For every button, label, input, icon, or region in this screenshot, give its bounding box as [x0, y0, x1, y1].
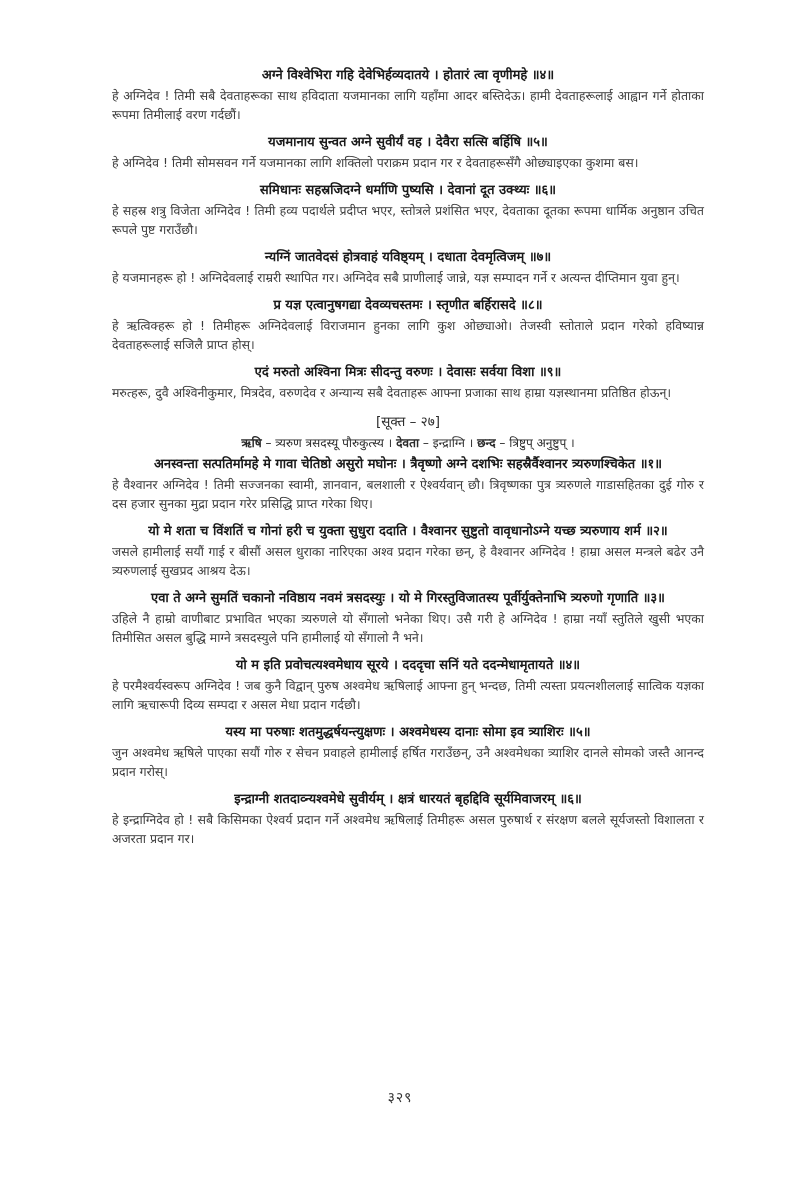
rishi-value: – त्र्यरुण त्रसदस्यू पौरुकुत्स्य ।: [261, 436, 393, 450]
sanskrit-verse: एवा ते अग्ने सुमतिं चकानो नविष्ठाय नवमं त्रसदस्युः । यो मे गिरस्तुविजातस्य पूर्वीर्युक्तेनाभि त्र्यरुणो गृणाति ॥३॥: [151, 591, 665, 606]
sanskrit-verse: यजमानाय सुन्वत अग्ने सुवीर्यं वह । देवैरा सत्सि बर्हिषि ॥५॥: [268, 135, 548, 150]
sukta-meta: [112, 433, 704, 453]
section-after: [112, 455, 704, 848]
sanskrit-verse: अनस्वन्ता सत्पतिर्मामहे मे गावा चेतिष्ठो असुरो मघोनः । त्रैवृष्णो अग्ने दशभिः सहस्रैर्वैश्वानर त्र्यरुणश्चिकेत ॥१॥: [153, 457, 663, 472]
nepali-translation: मरुत्हरू, दुवै अश्विनीकुमार, मित्रदेव, वरुणदेव र अन्यान्य सबै देवताहरू आफ्ना प्रजाका साथ हाम्रा यज्ञस्थानमा प्रतिष्ठित होऊन्।: [112, 385, 672, 400]
nepali-translation: हे इन्द्राग्निदेव हो ! सबै किसिमका ऐश्वर्य प्रदान गर्ने अश्वमेध ऋषिलाई तिमीहरू असल पुरुषार्थ र संरक्षण बलले सूर्यजस्तो विशालता र अजरता प्रदान गर।: [112, 812, 704, 846]
chanda-value: – त्रिष्टुप् अनुष्टुप् ।: [495, 436, 575, 450]
verse-block: [112, 181, 704, 239]
verse-block: [112, 723, 704, 781]
sanskrit-verse: प्र यज्ञ एत्वानुषगद्या देवव्यचस्तमः । स्तृणीत बर्हिरासदे ॥८॥: [273, 298, 543, 313]
nepali-translation: जसले हामीलाई सयौं गाई र बीसौं असल धुराका नारिएका अश्व प्रदान गरेका छन्, हे वैश्वानर अग्निदेव ! हाम्रा असल मन्त्रले बढेर उनै त्र्यरुणलाई सुखप्रद आश्रय देऊ।: [112, 544, 704, 578]
sanskrit-verse: इन्द्राग्नी शतदाव्न्यश्वमेधे सुवीर्यम् । क्षत्रं धारयतं बृहद्दिवि सूर्यमिवाजरम् ॥६॥: [234, 792, 582, 807]
devata-label: देवता: [396, 436, 420, 450]
sanskrit-verse: यस्य मा परुषाः शतमुद्धर्षयन्त्युक्षणः । अश्वमेधस्य दानाः सोमा इव त्र्याशिरः ॥५॥: [225, 725, 591, 740]
verse-block: [112, 589, 704, 647]
nepali-translation: हे अग्निदेव ! तिमी सोमसवन गर्ने यजमानका लागि शक्तिलो पराक्रम प्रदान गर र देवताहरूसँगै ओछ्याइएका कुशमा बस।: [112, 155, 639, 170]
verse-block: [112, 522, 704, 580]
nepali-translation: हे परमैश्वर्यस्वरूप अग्निदेव ! जब कुनै विद्वान् पुरुष अश्वमेध ऋषिलाई आफ्ना हुन् भन्दछ, तिमी त्यस्ता प्रयत्नशीललाई सात्विक यज्ञका लागि ऋचारूपी दिव्य सम्पदा र असल मेधा प्रदान गर्दछौ।: [112, 678, 704, 712]
chanda-label: छन्द: [477, 436, 496, 450]
sanskrit-verse: एदं मरुतो अश्विना मित्रः सीदन्तु वरुणः । देवासः सर्वया विशा ॥९॥: [254, 365, 562, 380]
verse-block: [112, 790, 704, 848]
sanskrit-verse: यो मे शता च विंशतिं च गोनां हरी च युक्ता सुधुरा ददाति । वैश्वानर सुष्टुतो वावृधानोऽग्ने यच्छ त्र्यरुणाय शर्म ॥२॥: [148, 524, 668, 539]
verse-block: [112, 133, 704, 172]
nepali-translation: जुन अश्वमेध ऋषिले पाएका सयौं गोरु र सेचन प्रवाहले हामीलाई हर्षित गराउँछन्, उनै अश्वमेधका त्र्याशिर दानले सोमको जस्तै आनन्द प्रदान गरोस्।: [112, 745, 704, 779]
nepali-translation: उहिले नै हाम्रो वाणीबाट प्रभावित भएका त्र्यरुणले यो सँगालो भनेका थिए। उसै गरी हे अग्निदेव ! हाम्रा नयाँ स्तुतिले खुसी भएका तिमीसित असल बुद्धि माग्ने त्रसदस्युले पनि हामीलाई यो सँगालो नै भने।: [112, 611, 704, 645]
sanskrit-verse: न्यग्निं जातवेदसं होत्रवाहं यविष्ठ्यम् । दधाता देवमृत्विजम् ॥७॥: [264, 250, 552, 265]
verse-block: [112, 455, 704, 513]
nepali-translation: हे सहस्र शत्रु विजेता अग्निदेव ! तिमी हव्य पदार्थले प्रदीप्त भएर, स्तोत्रले प्रशंसित भएर, देवताका दूतका रूपमा धार्मिक अनुष्ठान उचित रूपले पुष्ट गराउँछौ।: [112, 203, 704, 237]
verse-block: [112, 296, 704, 354]
nepali-translation: हे अग्निदेव ! तिमी सबै देवताहरूका साथ हविदाता यजमानका लागि यहाँमा आदर बस्तिदेऊ। हामी देवताहरूलाई आह्वान गर्ने होताका रूपमा तिमीलाई वरण गर्दछौं।: [112, 88, 704, 122]
sanskrit-verse: यो म इति प्रवोचत्यश्वमेधाय सूरये । दददृचा सनिं यते ददन्मेधामृतायते ॥४॥: [235, 658, 581, 673]
section-before: [112, 66, 704, 402]
verse-block: [112, 363, 704, 402]
nepali-translation: हे यजमानहरू हो ! अग्निदेवलाई राम्ररी स्थापित गर। अग्निदेव सबै प्राणीलाई जान्ने, यज्ञ सम्पादन गर्ने र अत्यन्त दीप्तिमान युवा हुन्।: [112, 270, 680, 285]
nepali-translation: हे ऋत्विक्हरू हो ! तिमीहरू अग्निदेवलाई विराजमान हुनका लागि कुश ओछ्याओ। तेजस्वी स्तोताले प्रदान गरेको हविष्यान्न देवताहरूलाई सजिलै प्राप्त होस्।: [112, 318, 704, 352]
devata-value: – इन्द्राग्नि ।: [419, 436, 474, 450]
verse-block: [112, 248, 704, 287]
verse-block: [112, 66, 704, 124]
verse-block: [112, 656, 704, 714]
sanskrit-verse: समिधानः सहस्रजिदग्ने धर्माणि पुष्यसि । देवानां दूत उक्थ्यः ॥६॥: [259, 183, 557, 198]
nepali-translation: हे वैश्वानर अग्निदेव ! तिमी सज्जनका स्वामी, ज्ञानवान, बलशाली र ऐश्वर्यवान् छौ। त्रिवृष्णका पुत्र त्र्यरुणले गाडासहितका दुई गोरु र दस हजार सुनका मुद्रा प्रदान गरेर प्रसिद्धि प्राप्त गरेका थिए।: [112, 477, 704, 511]
sanskrit-verse: अग्ने विश्वेभिरा गहि देवेभिर्हव्यदातये । होतारं त्वा वृणीमहे ॥४॥: [261, 68, 555, 83]
rishi-label: ऋषि: [241, 436, 262, 450]
sukta-heading: [सूक्त – २७]: [376, 414, 440, 430]
page-number: ३२९: [387, 1090, 413, 1106]
